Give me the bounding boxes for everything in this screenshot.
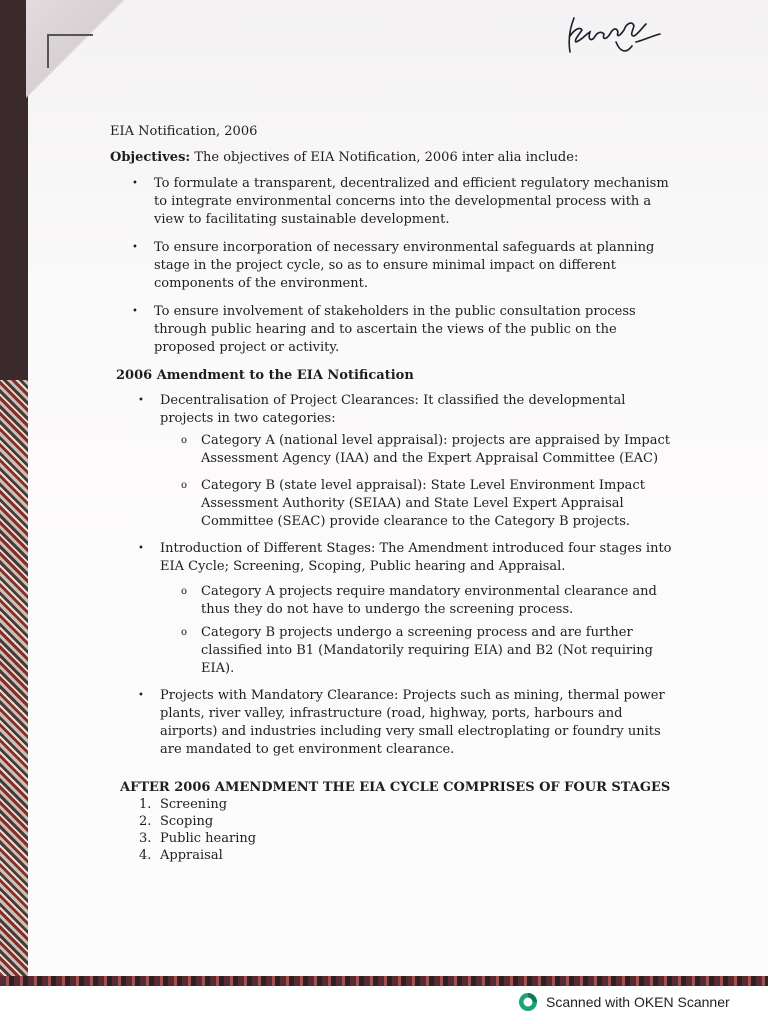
sub-point-line: EIA). bbox=[201, 661, 235, 676]
amendment-heading: 2006 Amendment to the EIA Notification bbox=[116, 368, 414, 383]
stage-number: 2. bbox=[139, 814, 152, 829]
objective-line: through public hearing and to ascertain the views of the public on the bbox=[154, 322, 617, 337]
stage-label: Appraisal bbox=[160, 848, 223, 863]
stages-heading: AFTER 2006 AMENDMENT THE EIA CYCLE COMPRISES OF FOUR STAGES bbox=[120, 780, 671, 795]
objective-line: proposed project or activity. bbox=[154, 340, 340, 355]
sub-bullet-icon: o bbox=[181, 586, 188, 597]
bullet-icon: • bbox=[138, 395, 144, 406]
sub-point-line: Category B (state level appraisal): State Level Environment Impact bbox=[201, 478, 645, 493]
amendment-point-line: Decentralisation of Project Clearances: It classified the developmental bbox=[160, 393, 626, 408]
bullet-icon: • bbox=[138, 690, 144, 701]
sub-point-line: Category A projects require mandatory environmental clearance and bbox=[201, 584, 657, 599]
scanner-text: Scanned with OKEN Scanner bbox=[546, 994, 730, 1010]
sub-point-line: classified into B1 (Mandatorily requiring EIA) and B2 (Not requiring bbox=[201, 643, 653, 658]
sub-point-line: Category B projects undergo a screening process and are further bbox=[201, 625, 633, 640]
bullet-icon: • bbox=[138, 543, 144, 554]
objective-line: stage in the project cycle, so as to ensure minimal impact on different bbox=[154, 258, 616, 273]
amendment-point-line: Introduction of Different Stages: The Amendment introduced four stages into bbox=[160, 541, 672, 556]
bullet-icon: • bbox=[132, 242, 138, 253]
objective-line: To ensure incorporation of necessary environmental safeguards at planning bbox=[154, 240, 655, 255]
amendment-point-line: projects in two categories: bbox=[160, 411, 336, 426]
sub-bullet-icon: o bbox=[181, 435, 188, 446]
amendment-point-line: EIA Cycle; Screening, Scoping, Public hearing and Appraisal. bbox=[160, 559, 566, 574]
objectives-intro: The objectives of EIA Notification, 2006 inter alia include: bbox=[190, 150, 579, 165]
amendment-point-line: Projects with Mandatory Clearance: Projects such as mining, thermal power bbox=[160, 688, 665, 703]
bullet-icon: • bbox=[132, 178, 138, 189]
stage-number: 3. bbox=[139, 831, 152, 846]
sub-bullet-icon: o bbox=[181, 480, 188, 491]
objective-line: components of the environment. bbox=[154, 276, 368, 291]
stage-number: 4. bbox=[139, 848, 152, 863]
objectives-heading: Objectives: bbox=[110, 150, 191, 165]
sub-point-line: Assessment Agency (IAA) and the Expert Appraisal Committee (EAC) bbox=[201, 451, 659, 466]
stage-number: 1. bbox=[139, 797, 152, 812]
amendment-point-line: airports) and industries including very small electroplating or foundry units bbox=[160, 724, 661, 739]
bullet-icon: • bbox=[132, 306, 138, 317]
sub-point-line: Assessment Authority (SEIAA) and State Level Expert Appraisal bbox=[201, 496, 624, 511]
stage-label: Public hearing bbox=[160, 831, 257, 846]
scanner-watermark bbox=[518, 991, 730, 1013]
oken-scanner-logo-icon bbox=[518, 992, 538, 1012]
objective-line: To formulate a transparent, decentralized and efficient regulatory mechanism bbox=[154, 176, 669, 191]
sub-point-line: Category A (national level appraisal): projects are appraised by Impact bbox=[201, 433, 671, 448]
stage-label: Screening bbox=[160, 797, 228, 812]
sub-point-line: Committee (SEAC) provide clearance to the Category B projects. bbox=[201, 514, 631, 529]
sub-bullet-icon: o bbox=[181, 627, 188, 638]
objective-line: view to facilitating sustainable development. bbox=[154, 212, 450, 227]
sub-point-line: thus they do not have to undergo the screening process. bbox=[201, 602, 574, 617]
stage-label: Scoping bbox=[160, 814, 214, 829]
amendment-point-line: are mandated to get environment clearance. bbox=[160, 742, 455, 757]
amendment-point-line: plants, river valley, infrastructure (road, highway, ports, harbours and bbox=[160, 706, 623, 721]
objective-line: To ensure involvement of stakeholders in the public consultation process bbox=[154, 304, 636, 319]
objective-line: to integrate environmental concerns into the developmental process with a bbox=[154, 194, 652, 209]
document-title: EIA Notification, 2006 bbox=[110, 124, 258, 139]
objectives-paragraph bbox=[110, 150, 578, 166]
